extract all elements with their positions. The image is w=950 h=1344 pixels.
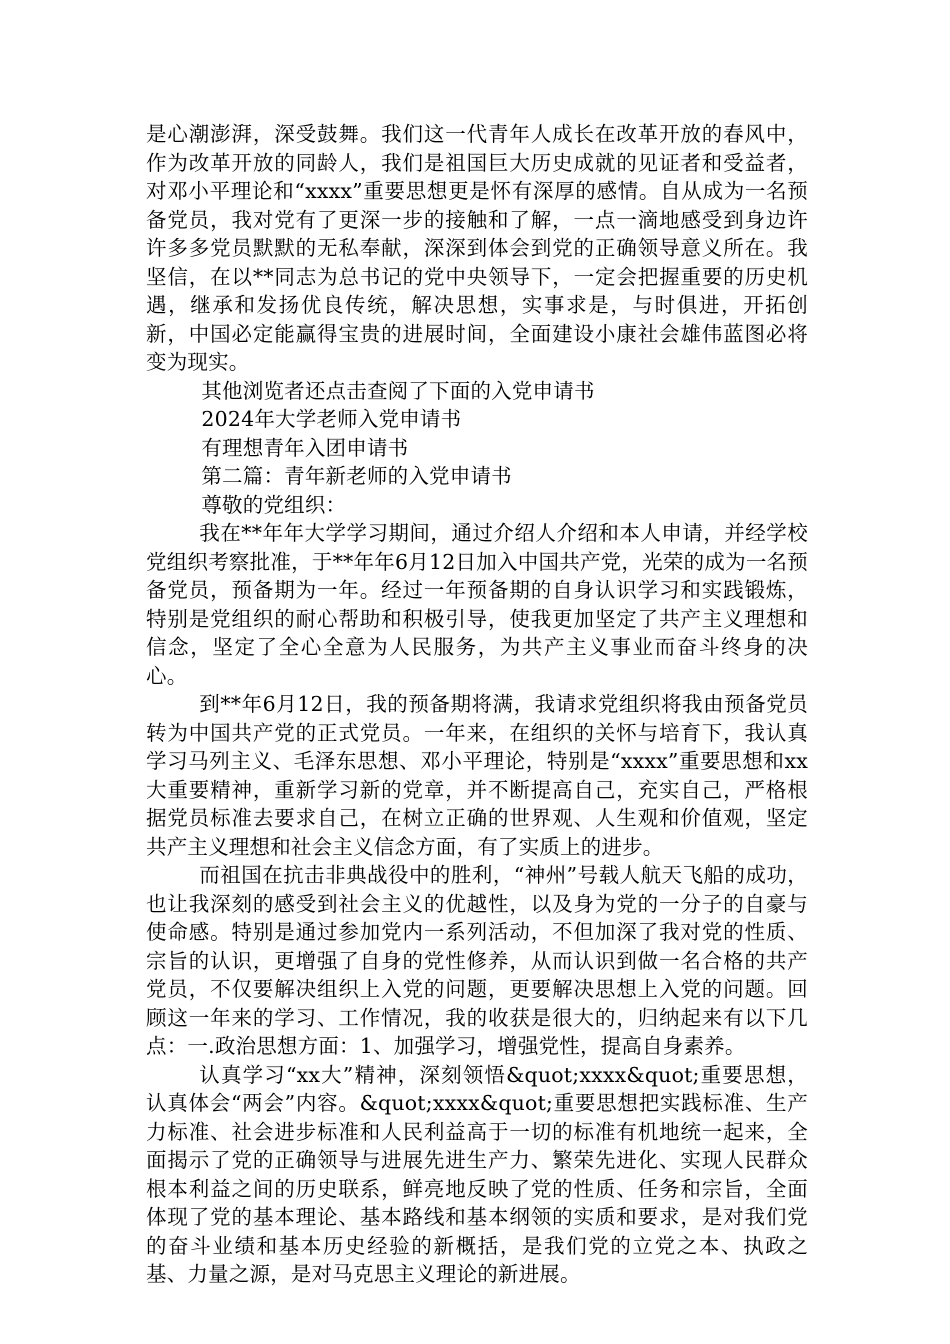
related-link-teacher[interactable]: 2024年大学老师入党申请书 bbox=[201, 407, 462, 431]
related-link-youth[interactable]: 有理想青年入团申请书 bbox=[201, 435, 409, 460]
paragraph-intro: 是心潮澎湃，深受鼓舞。我们这一代青年人成长在改革开放的春风中，作为改革开放的同龄人，我们是祖国巨大历史成就的见证者和受益者，对邓小平理论和“xxxx”重要思想更是怀有深厚的感情。自从成为一名预备党员，我对党有了更深一步的接触和了解，一点一滴地感受到身边许许多多党员默默的无私奉献，深深到体会到党的正确领导意义所在。我坚信，在以**同志为总书记的党中央领导下，一定会把握重要的历史机遇，继承和发扬优良传统，解决思想，实事求是，与时俱进，开拓创新，中国必定能赢得宝贵的进展时间，全面建设小康社会雄伟蓝图必将变为现实。 bbox=[146, 122, 808, 374]
related-heading: 其他浏览者还点击查阅了下面的入党申请书 bbox=[201, 378, 595, 403]
paragraph-body-4: 认真学习“xx大”精神，深刻领悟&quot;xxxx&quot;重要思想，认真体会“两会”内容。&quot;xxxx&quot;重要思想把实践标准、生产力标准、社会进步标准和人民利益高于一切的标准有机地统一起来，全面揭示了党的正确领导与进展先进生产力、繁荣先进化、实现人民群众根本利益之间的历史联系，鲜亮地反映了党的性质、任务和宗旨，全面体现了党的基本理论、基本路线和基本纲领的实质和要求，是对我们党的奋斗业绩和基本历史经验的新概括，是我们党的立党之本、执政之基、力量之源，是对马克思主义理论的新进展。 bbox=[146, 1062, 808, 1286]
paragraph-body-1: 我在**年年大学学习期间，通过介绍人介绍和本人申请，并经学校党组织考察批准，于**年年6月12日加入中国共产党，光荣的成为一名预备党员，预备期为一年。经过一年预备期的自身认识学习和实践锻炼，特别是党组织的耐心帮助和积极引导，使我更加坚定了共产主义理想和信念，坚定了全心全意为人民服务，为共产主义事业而奋斗终身的决心。 bbox=[146, 521, 808, 688]
document-page bbox=[146, 120, 808, 1289]
section-title: 第二篇：青年新老师的入党申请书 bbox=[201, 464, 512, 488]
paragraph-body-3: 而祖国在抗击非典战役中的胜利，“神州”号载人航天飞船的成功，也让我深刻的感受到社会主义的优越性，以及身为党的一分子的自豪与使命感。特别是通过参加党内一系列活动，不但加深了我对党的性质、宗旨的认识，更增强了自身的党性修养，从而认识到做一名合格的共产党员，不仅要解决组织上入党的问题，更要解决思想上入党的问题。回顾这一年来的学习、工作情况，我的收获是很大的，归纳起来有以下几点：一.政治思想方面：1、加强学习，增强党性，提高自身素养。 bbox=[146, 863, 808, 1058]
salutation: 尊敬的党组织： bbox=[201, 492, 347, 517]
paragraph-body-2: 到**年6月12日，我的预备期将满，我请求党组织将我由预备党员转为中国共产党的正式党员。一年来，在组织的关怀与培育下，我认真学习马列主义、毛泽东思想、邓小平理论，特别是“xxxx”重要思想和xx大重要精神，重新学习新的党章，并不断提高自己，充实自己，严格根据党员标准去要求自己，在树立正确的世界观、人生观和价值观，坚定共产主义理想和社会主义信念方面，有了实质上的进步。 bbox=[146, 692, 808, 859]
